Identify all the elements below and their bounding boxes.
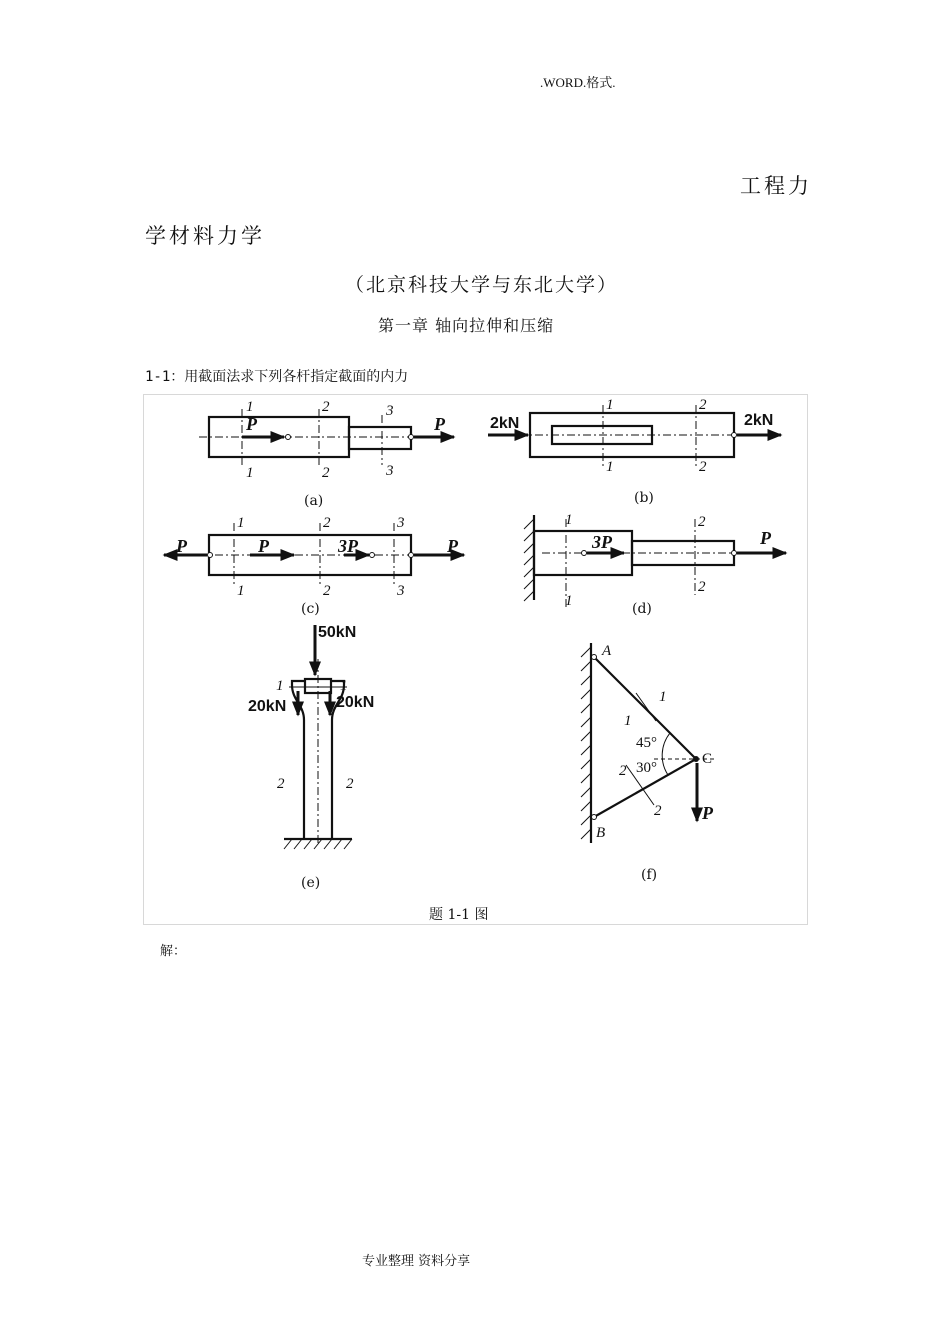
answer-label: 解： (160, 944, 187, 959)
chapter-heading: 第一章 轴向拉伸和压缩 (378, 316, 555, 335)
diagram-b (488, 397, 781, 506)
section-label: 1 (340, 678, 348, 694)
diagram-e (248, 624, 374, 891)
section-label: 1 (276, 678, 284, 694)
force-label: P (176, 536, 187, 556)
section-label: 1 (565, 593, 573, 609)
document-title-line1: 工程力 (740, 174, 812, 198)
diagram-c (164, 515, 464, 617)
section-label: 1 (565, 512, 573, 528)
member-label: 1 (624, 713, 632, 729)
section-label: 2 (699, 397, 707, 413)
force-label: P (246, 414, 257, 434)
angle-label: 30° (636, 760, 657, 776)
subfigure-label: (a) (304, 493, 324, 509)
diagram-a (199, 399, 454, 509)
document-title-line2: 学材料力学 (145, 224, 265, 248)
problem-figure (143, 394, 808, 925)
member-label: 2 (654, 803, 662, 819)
member-label: 2 (619, 763, 627, 779)
section-label: 1 (606, 397, 614, 413)
section-label: 2 (323, 583, 331, 599)
section-label: 2 (322, 465, 330, 481)
member-label: 1 (659, 689, 667, 705)
subfigure-label: (b) (634, 490, 654, 506)
force-label: P (434, 414, 445, 434)
point-label-c: C (702, 751, 713, 767)
fixed-support-hatch (524, 519, 534, 601)
section-label: 2 (698, 514, 706, 530)
problem-statement: 1-1：用截面法求下列各杆指定截面的内力 (145, 369, 409, 385)
figure-svg (144, 395, 807, 924)
force-label: P (258, 536, 269, 556)
section-label: 2 (346, 776, 354, 792)
force-label: P (760, 528, 771, 548)
section-label: 2 (322, 399, 330, 415)
section-label: 3 (386, 403, 394, 419)
section-label: 1 (606, 459, 614, 475)
page-footer: 专业整理 资料分享 (362, 1254, 471, 1269)
force-label: P (702, 803, 713, 823)
subfigure-label: (e) (301, 875, 321, 891)
force-label: 50kN (318, 624, 357, 641)
section-label: 2 (699, 459, 707, 475)
angle-label: 45° (636, 735, 657, 751)
force-label: P (447, 536, 458, 556)
section-label: 3 (386, 463, 394, 479)
section-label: 1 (246, 399, 254, 415)
section-label: 3 (397, 515, 405, 531)
subfigure-label: (c) (301, 601, 320, 617)
section-label: 2 (277, 776, 285, 792)
subfigure-label: (f) (641, 867, 658, 883)
force-label: 2kN (490, 415, 520, 432)
force-label: 2kN (744, 412, 774, 429)
subfigure-label: (d) (632, 601, 652, 617)
section-label: 3 (397, 583, 405, 599)
force-label: 3P (592, 532, 612, 552)
point-label-b: B (596, 825, 606, 841)
diagram-f (581, 643, 714, 883)
point-label-a: A (602, 643, 612, 659)
wall-hatch (581, 647, 591, 839)
section-label: 1 (237, 583, 245, 599)
force-label: 20kN (248, 698, 287, 715)
section-label: 2 (323, 515, 331, 531)
section-label: 1 (246, 465, 254, 481)
force-label: 20kN (336, 694, 375, 711)
page-header: .WORD.格式. (540, 75, 616, 90)
diagram-d (524, 512, 786, 617)
figure-caption: 题 1-1 图 (429, 907, 489, 923)
section-label: 2 (698, 579, 706, 595)
section-label: 1 (237, 515, 245, 531)
force-label: 3P (338, 536, 358, 556)
publisher-line: （北京科技大学与东北大学） (345, 274, 619, 296)
